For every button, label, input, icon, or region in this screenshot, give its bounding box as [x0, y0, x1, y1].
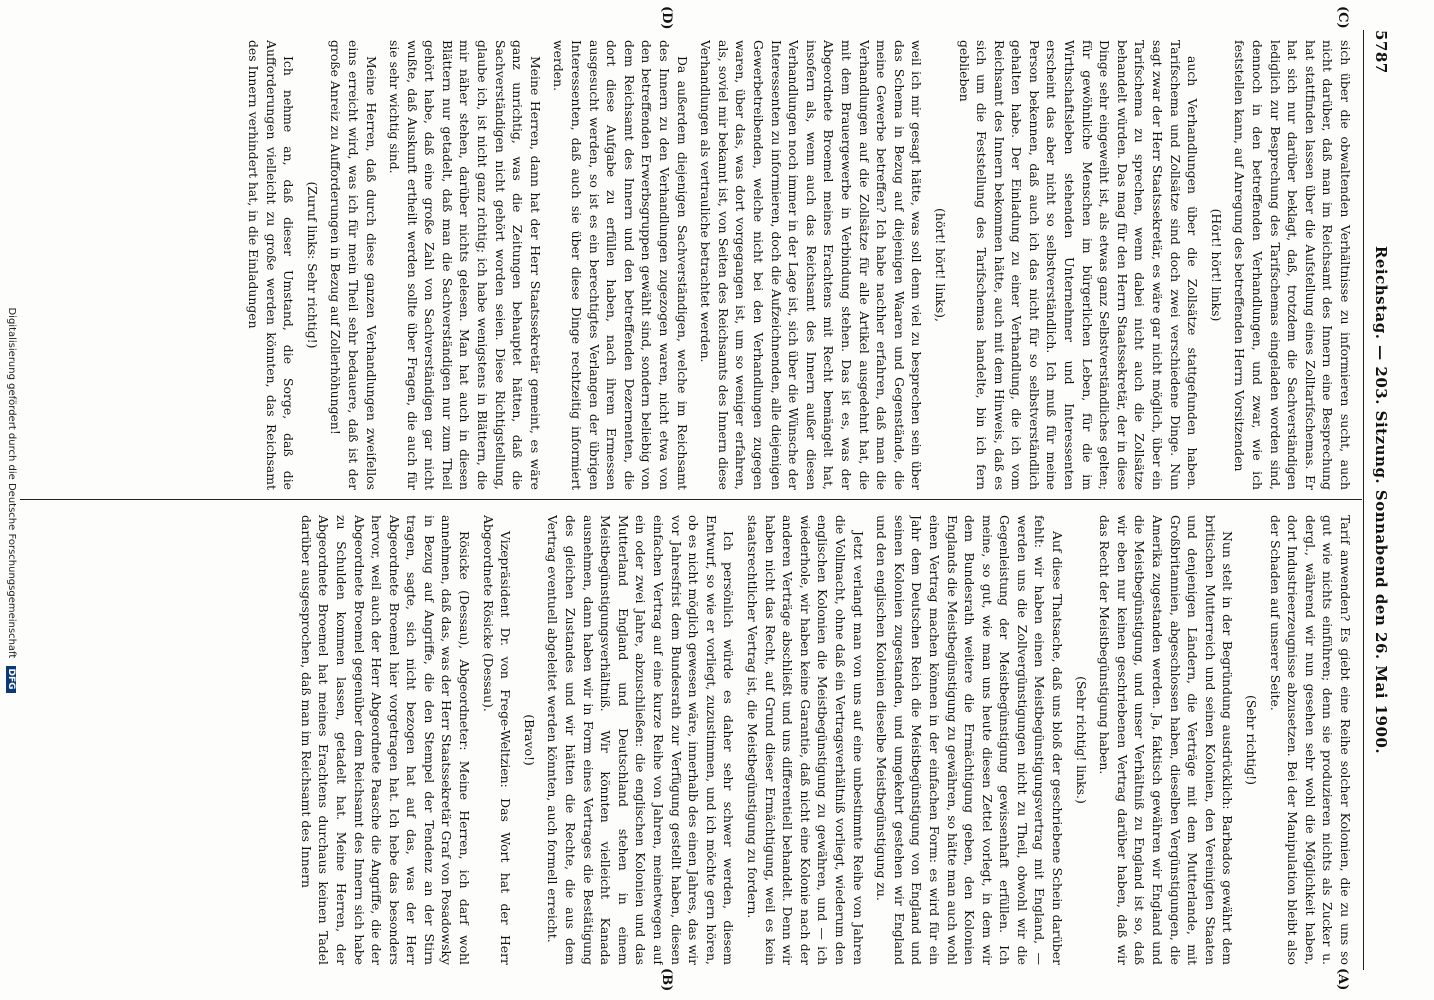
header-title: Reichstag. — 203. Sitzung. Sonnabend den 26. Mai 1900.: [1372, 245, 1390, 755]
footer-text: Digitalisierung gefördert durch die Deutsche Forschungsgemeinschaft: [6, 307, 17, 659]
paragraph: Meine Herren, daß durch diese ganzen Verhandlungen zweifellos eins erreicht wird, was ich für mein Theil sehr bedauere, daß ist der große Anreiz zu Aufforderungen in Bezug auf Zollerhöhungen!: [328, 40, 379, 490]
interjection: (Sehr richtig! links.): [1073, 676, 1089, 804]
paragraph: Ich persönlich würde es daher sehr schwer werden, diesem Entwurf, so wie er vorliegt, zuzustimmen, und ich möchte gern hören, ob es nicht möglich gewesen wäre, innerhalb des einen Jahres, das wir vor Jahresfrist dem Bundesrath zur Verfügung gestellt haben, diesen einfachen Vertrag auf eine kurze Reihe von Jahren, meinetwegen auf ein oder zwei Jahre, abzuschließen: die englischen Kolonien und das Mutterland England und Deutschland stehen in einem Meistbegünstigungsverhältniß. Wir könnten vielleicht Kanada ausnehmen, dann haben wir in Form eines Vertrages die Bestätigung des gleichen Zustandes und wir hätten die Rechte, die aus dem Vertrag eventuell abgeleitet werden könnten, auch formell erreicht.: [545, 515, 737, 965]
paragraph: Nun stelt in der Begründung ausdrücklich: Barbados gewährt dem britischen Mutterreich und seinen Kolonien, den Vereinigten Staaten und denjenigen Ländern, die Verträge mit dem Mutterlande, mit Großbritannien, abgeschlossen haben, dieselben Vergünstigungen, die Amerika zugestanden werden. Ja, faktisch gewähren wir England und die Meistbegünstigung, und unser Verhältniß zu England ist so, daß wir eben nur keinen geschriebenen Vertrag darüber haben, daß wir das Recht der Meistbegünstigung haben.: [1097, 515, 1236, 965]
paragraph: Auf diese Thatsache, daß uns bloß der geschriebene Schein darüber fehlt: wir haben einen Meistbegünstigungsvertrag mit England, — werden uns die Zollvergünstigungen nicht zu Theil, obwohl wir die Gegenleistung der Meistbegünstigung gewissenhaft erfüllen. Ich meine, so gut, wie man uns heute diesen Zettel vorlegt, in dem wir dem Bundesrath weitere die Ermächtigung geben, den Kolonien Englands die Meistbegünstigung zu gewähren, so hätte man auch wohl einen Vertrag machen können in der einfachen Form: es wird für ein Jahr dem Deutschen Reich die Meistbegünstigung von England und seinen Kolonien zugestanden, und umgekehrt gestehen wir England und den englischen Kolonien dieselbe Meistbegünstigung zu.: [874, 515, 1066, 965]
margin-mark: (A): [1335, 968, 1350, 991]
running-header: [1366, 30, 1390, 970]
paragraph: Da außerdem diejenigen Sachverständigen, welche im Reichsamt des Innern zu den Verhandlungen zugezogen waren, nicht etwa von den betreffenden Erwerbsgruppen gewählt sind, sondern beliebig von dem Reichsamt des Innern und den betreffenden Dezernenten, die dort diese Aufgabe zu erfüllen haben, nach ihrem Ermessen ausgesucht werden, so ist es ein berechtigtes Verlangen der übrigen Interessenten, daß auch sie über diese Dinge rechtzeitig informiert werden.: [551, 40, 690, 490]
interjection: (Zuruf links: Sehr richtig!): [304, 181, 320, 349]
paragraph: Rösicke (Dessau), Abgeordneter: Meine Herren, ich darf wohl annehmen, daß das, was der Herr Staatssekretär Graf von Posadowsky in Bezug auf Angriffe, die den Stempel der Tendenz an der Stirn tragen, sagte, sich nicht bezogen hat auf das, was der Herr Abgeordnete Broemel hier vorgetragen hat. Ich hebe das besonders hervor, weil auch der Herr Abgeordnete Paasche die Angriffe, die der Abgeordnete Broemel gegenüber dem Reichsamt des Innern sich habe zu Schulden kommen lassen, getadelt hat. Meine Herren, der Abgeordnete Broemel hat meines Erachtens durchaus keinen Tadel darüber ausgesprochen, daß man im Reichsamt des Innern: [298, 515, 473, 965]
margin-mark: (B): [659, 968, 674, 992]
paragraph: Meine Herren, dann hat der Herr Staatssekretär gemeint, es wäre ganz unrichtig, was die Zeitungen behauptet hätten, daß die Sachverständigen nicht gehört worden seien. Diese Richtigstellung, glaube ich, ist nicht ganz richtig; ich habe wenigstens in Blättern, die mir näher stehen, darüber nichts gelesen. Man hat auch in diesen Blättern nur getadelt, daß man die Sachverständigen nur zum Theil gehört habe, daß eine große Zahl von Sachverständigen gar nicht wußte, daß Auskunft ertheilt werden sollte über Fragen, die auch für sie sehr wichtig sind.: [387, 40, 543, 490]
paragraph: Tarif anwenden? Es giebt eine Reihe solcher Kolonien, die zu uns so gut wie nichts einführen; denn sie produzieren nichts als Zucker u. dergl., während wir nun gesehen sehr wohl die Möglichkeit haben, dort Industrieerzeugnisse abzusetzen. Bei der Manipulation bleibt also der Schaden auf unserer Seite.: [1267, 515, 1353, 965]
interjection: (Sehr richtig!): [1244, 695, 1260, 785]
interjection: (Bravo!): [521, 714, 537, 766]
interjection: (hört! hört! links),: [932, 208, 948, 322]
text-column-right: [24, 515, 1354, 965]
paragraph: Jetzt verlangt man von uns auf eine unbestimmte Reihe von Jahren die Vollmacht, ohne daß ein Vertragsverhältniß vorliegt, wiederum den englischen Kolonien die Meistbegünstigung zu gewähren, und — ich wiederhole, wir haben keine Garantie, daß nicht eine Kolonie nach der anderen Verträge abschließt und uns differentiell behandelt. Denn wir haben nicht das Recht, auf Grund dieser Ermächtigung, weil es kein staatsrechtlicher Vertrag ist, die Meistbegünstigung zu fordern.: [745, 515, 866, 965]
page-number: 5787: [1372, 30, 1390, 74]
paragraph: Ich nehme an, daß dieser Umstand, die Sorge, daß die Aufforderungen vielleicht zu große werden könnten, das Reichsamt des Innern verhindert hat, in die Einladungen: [245, 40, 297, 490]
text-column-left: [24, 40, 1354, 490]
paragraph: auch Verhandlungen über die Zollsätze stattgefunden haben. Tarifschema und Zollsätze sind doch zwei verschiedene Dinge. Nun sagt zwar der Herr Staatssekretär, es wäre gar nicht möglich, über ein Tarifschema zu sprechen, wenn dabei nicht auch die Zollsätze behandelt würden. Das mag für den Herrn Staatssekretär, der in diese Dinge sehr eingeweiht ist, als etwas ganz Selbstverständliches gelten; für gewöhnliche Menschen im bürgerlichen Leben, für die im Wirthschaftsleben stehenden Unternehmer und Interessenten erscheint das aber nicht so selbstverständlich. Ich muß für meine Person bekennen, daß auch ich das nicht für so selbstverständlich gehalten habe. Der Einladung zu einer Verhandlung, die ich vom Reichsamt des Innern bekommen hätte, auch mit dem Hinweis, daß es sich um die Feststellung des Tarifschemas handelte, bin ich fern geblieben: [956, 40, 1201, 490]
paragraph: sich über die obwaltenden Verhältnisse zu informieren sucht, auch nicht darüber, daß man im Reichsamt des Innern eine Besprechung hat stattfinden lassen über die Aufstellung eines Zolltarifschemas. Er hat sich nur darüber beklagt, daß, trotzdem die Sachverständigen lediglich zur Besprechung des Tarifschemas eingeladen worden sind, dennoch in den betreffenden Verhandlungen, und zwar, wie ich feststellen kann, auf Anregung des betreffenden Herrn Vorsitzenden: [1232, 40, 1353, 490]
footer: [6, 0, 17, 1000]
paragraph: weil ich mir gesagt hätte, was soll denn viel zu besprechen sein über das Schema in Bezug auf diejenigen Waaren und Gegenstände, die meine Gewerbe betreffen? Ich habe nachher erfahren, daß man die Verhandlungen auf die Zollsätze für alle Artikel ausgedehnt hat, die mit dem Brauergewerbe in Verbindung stehen. Das ist es, was der Abgeordnete Broemel meines Erachtens mit Recht bemängelt hat, insofern als, wenn auch das Reichsamt des Innern außer diesen Verhandlungen noch immer in der Lage ist, sich über die Wünsche der Interessenten zu informieren, doch die Aufzeichnenden, alle diejenigen Gewerbetreibenden, welche nicht bei den Verhandlungen zugegen waren, über das, was dort vorgegangen ist, um so weniger erfahren, als, soviel mir bekannt ist, von Seiten des Reichsamts des Innern diese Verhandlungen als vertrauliche betrachtet werden.: [698, 40, 925, 490]
column-divider: [20, 499, 1362, 500]
margin-mark: (C): [1335, 6, 1350, 29]
interjection: (Hört! hört! links): [1208, 208, 1224, 322]
paragraph: Vizepräsident Dr. von Frege-Weltzien: Das Wort hat der Herr Abgeordnete Rösicke (Dessau).: [480, 515, 514, 965]
margin-mark: (D): [659, 6, 674, 30]
header-rule: [1363, 30, 1364, 970]
dfg-logo: DFG: [6, 666, 16, 693]
